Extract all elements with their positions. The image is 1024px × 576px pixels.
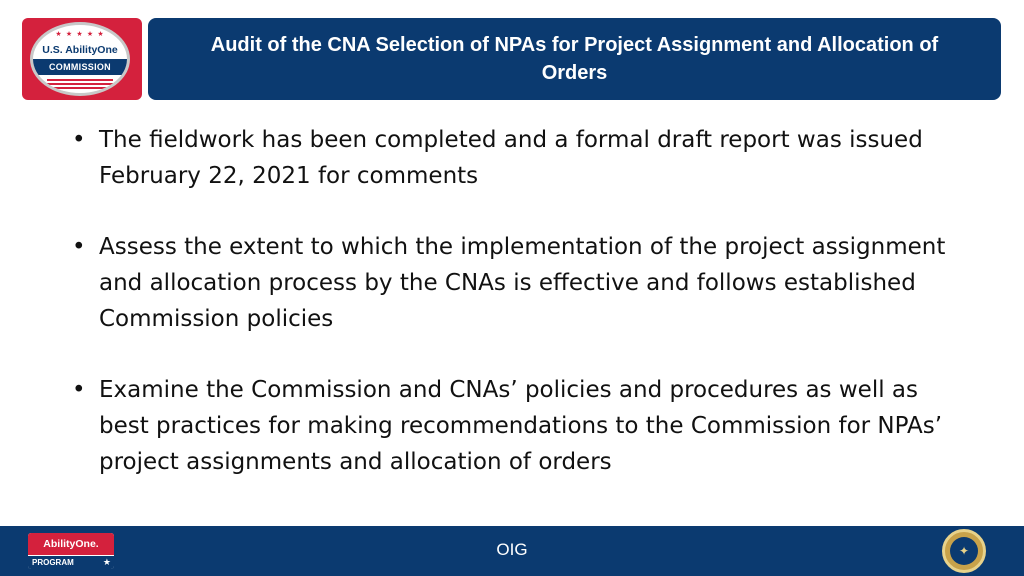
star-icon: ★	[102, 558, 111, 568]
logo-stars-icon: ★ ★ ★ ★ ★	[55, 30, 105, 38]
program-logo-label: PROGRAM	[32, 558, 74, 567]
slide-title: Audit of the CNA Selection of NPAs for Project Assignment and Allocation of Orders	[210, 34, 939, 84]
bullet-icon: •	[72, 127, 86, 153]
bullet-text: Assess the extent to which the implementation of the project assignment and allocation process by the CNAs is effective and follows established Commission policies	[99, 234, 946, 332]
bullet-icon: •	[72, 377, 86, 403]
program-logo-top: AbilityOne.	[28, 533, 114, 555]
commission-logo	[22, 18, 142, 100]
bullet-text: The fieldwork has been completed and a formal draft report was issued February 22, 2021 for comments	[99, 127, 923, 189]
logo-text-abilityone: U.S. AbilityOne	[42, 44, 118, 56]
footer-bar	[0, 526, 1024, 576]
bullet-item	[72, 122, 972, 194]
logo-text-commission: COMMISSION	[30, 59, 130, 75]
seal-center: ✦	[950, 537, 978, 565]
footer-label: OIG	[496, 540, 528, 559]
bullet-list	[72, 122, 972, 515]
title-banner	[148, 18, 1001, 100]
logo-badge	[30, 22, 130, 96]
bullet-text: Examine the Commission and CNAs’ policies and procedures as well as best practices for making recommendations to the Commission for NPAs’ project assignments and allocation of orders	[99, 377, 943, 475]
bullet-icon: •	[72, 234, 86, 260]
oig-seal-icon	[942, 529, 986, 573]
bullet-item	[72, 229, 972, 337]
logo-stripes	[47, 79, 113, 91]
bullet-item	[72, 372, 972, 480]
